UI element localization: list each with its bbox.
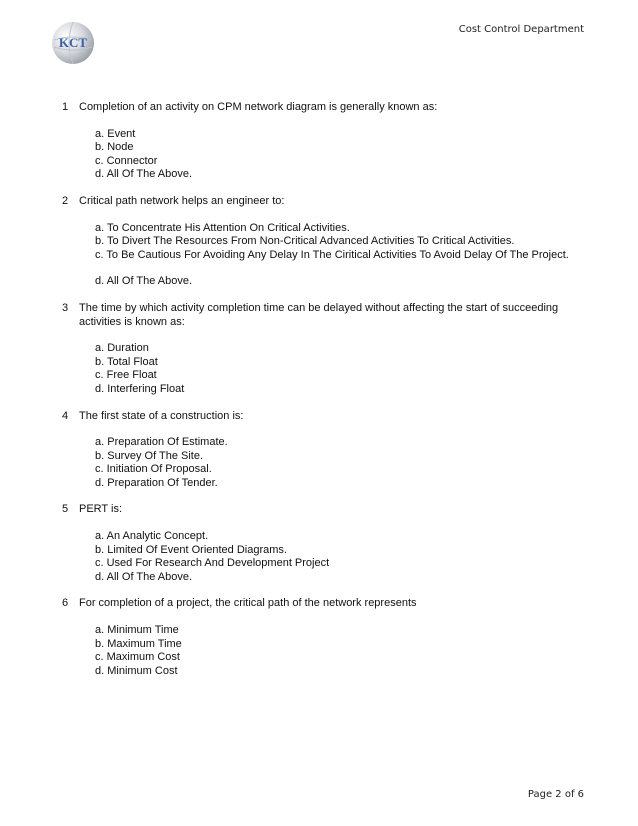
answer-option: d. Minimum Cost bbox=[95, 664, 178, 677]
question-text: The time by which activity completion time can be delayed without affecting the start of succeeding activities is known as: bbox=[79, 301, 559, 328]
answer-option: b. Survey Of The Site. bbox=[95, 449, 204, 462]
answer-option: a. Event bbox=[95, 127, 136, 140]
question-number: 3 bbox=[62, 301, 69, 314]
company-logo bbox=[50, 20, 96, 66]
question-number: 6 bbox=[62, 597, 69, 610]
answer-option: d. All Of The Above. bbox=[95, 275, 193, 288]
answer-option: c. Free Float bbox=[95, 369, 157, 382]
answer-option: b. Node bbox=[95, 141, 134, 154]
answer-option: c. Used For Research And Development Project bbox=[95, 557, 330, 570]
question-number: 1 bbox=[62, 101, 69, 113]
answer-option: d. Preparation Of Tender. bbox=[95, 476, 218, 489]
question-5 bbox=[62, 503, 582, 584]
question-row bbox=[62, 195, 582, 209]
question-text: The first state of a construction is: bbox=[79, 409, 244, 422]
answer-option: d. All Of The Above. bbox=[95, 570, 193, 583]
answer-option: b. Maximum Time bbox=[95, 637, 182, 650]
question-2 bbox=[62, 195, 582, 289]
answer-option: c. Initiation Of Proposal. bbox=[95, 463, 212, 476]
question-text: For completion of a project, the critical path of the network represents bbox=[79, 597, 417, 610]
question-row bbox=[62, 101, 582, 115]
question-text: PERT is: bbox=[79, 503, 122, 516]
answer-option: b. Total Float bbox=[95, 355, 158, 368]
answer-option: b. To Divert The Resources From Non-Critical Advanced Activities To Critical Activities. bbox=[95, 235, 515, 248]
answer-options bbox=[95, 222, 582, 289]
question-row bbox=[62, 597, 582, 611]
question-text: Critical path network helps an engineer to: bbox=[79, 194, 285, 207]
answer-option: a. An Analytic Concept. bbox=[95, 530, 209, 543]
question-4 bbox=[62, 410, 582, 491]
question-6 bbox=[62, 597, 582, 678]
answer-option: b. Limited Of Event Oriented Diagrams. bbox=[95, 543, 287, 556]
answer-options bbox=[95, 530, 582, 584]
question-text: Completion of an activity on CPM network diagram is generally known as: bbox=[79, 101, 438, 113]
question-number: 2 bbox=[62, 194, 69, 207]
question-number: 4 bbox=[62, 409, 69, 422]
answer-option: c. Maximum Cost bbox=[95, 651, 180, 664]
question-row bbox=[62, 503, 582, 517]
logo-text: KCT bbox=[58, 35, 88, 50]
department-header: Cost Control Department bbox=[458, 24, 584, 35]
answer-option: d. All Of The Above. bbox=[95, 168, 193, 181]
answer-option: a. To Concentrate His Attention On Critical Activities. bbox=[95, 221, 350, 234]
answer-option: a. Duration bbox=[95, 342, 149, 355]
answer-option: c. To Be Cautious For Avoiding Any Delay In The Ciritical Activities To Avoid Delay Of The Project. bbox=[95, 248, 569, 261]
question-row bbox=[62, 302, 582, 329]
answer-option: c. Connector bbox=[95, 154, 158, 167]
answer-options bbox=[95, 436, 582, 490]
answer-options bbox=[95, 128, 582, 182]
question-3 bbox=[62, 302, 582, 397]
question-row bbox=[62, 410, 582, 424]
answer-options bbox=[95, 342, 582, 396]
question-number: 5 bbox=[62, 503, 69, 516]
question-list bbox=[62, 101, 582, 691]
page-number: Page 2 of 6 bbox=[527, 789, 584, 800]
answer-options bbox=[95, 624, 582, 678]
question-1 bbox=[62, 101, 582, 182]
answer-option: a. Preparation Of Estimate. bbox=[95, 436, 228, 449]
answer-option: a. Minimum Time bbox=[95, 624, 179, 637]
answer-option: d. Interfering Float bbox=[95, 382, 185, 395]
